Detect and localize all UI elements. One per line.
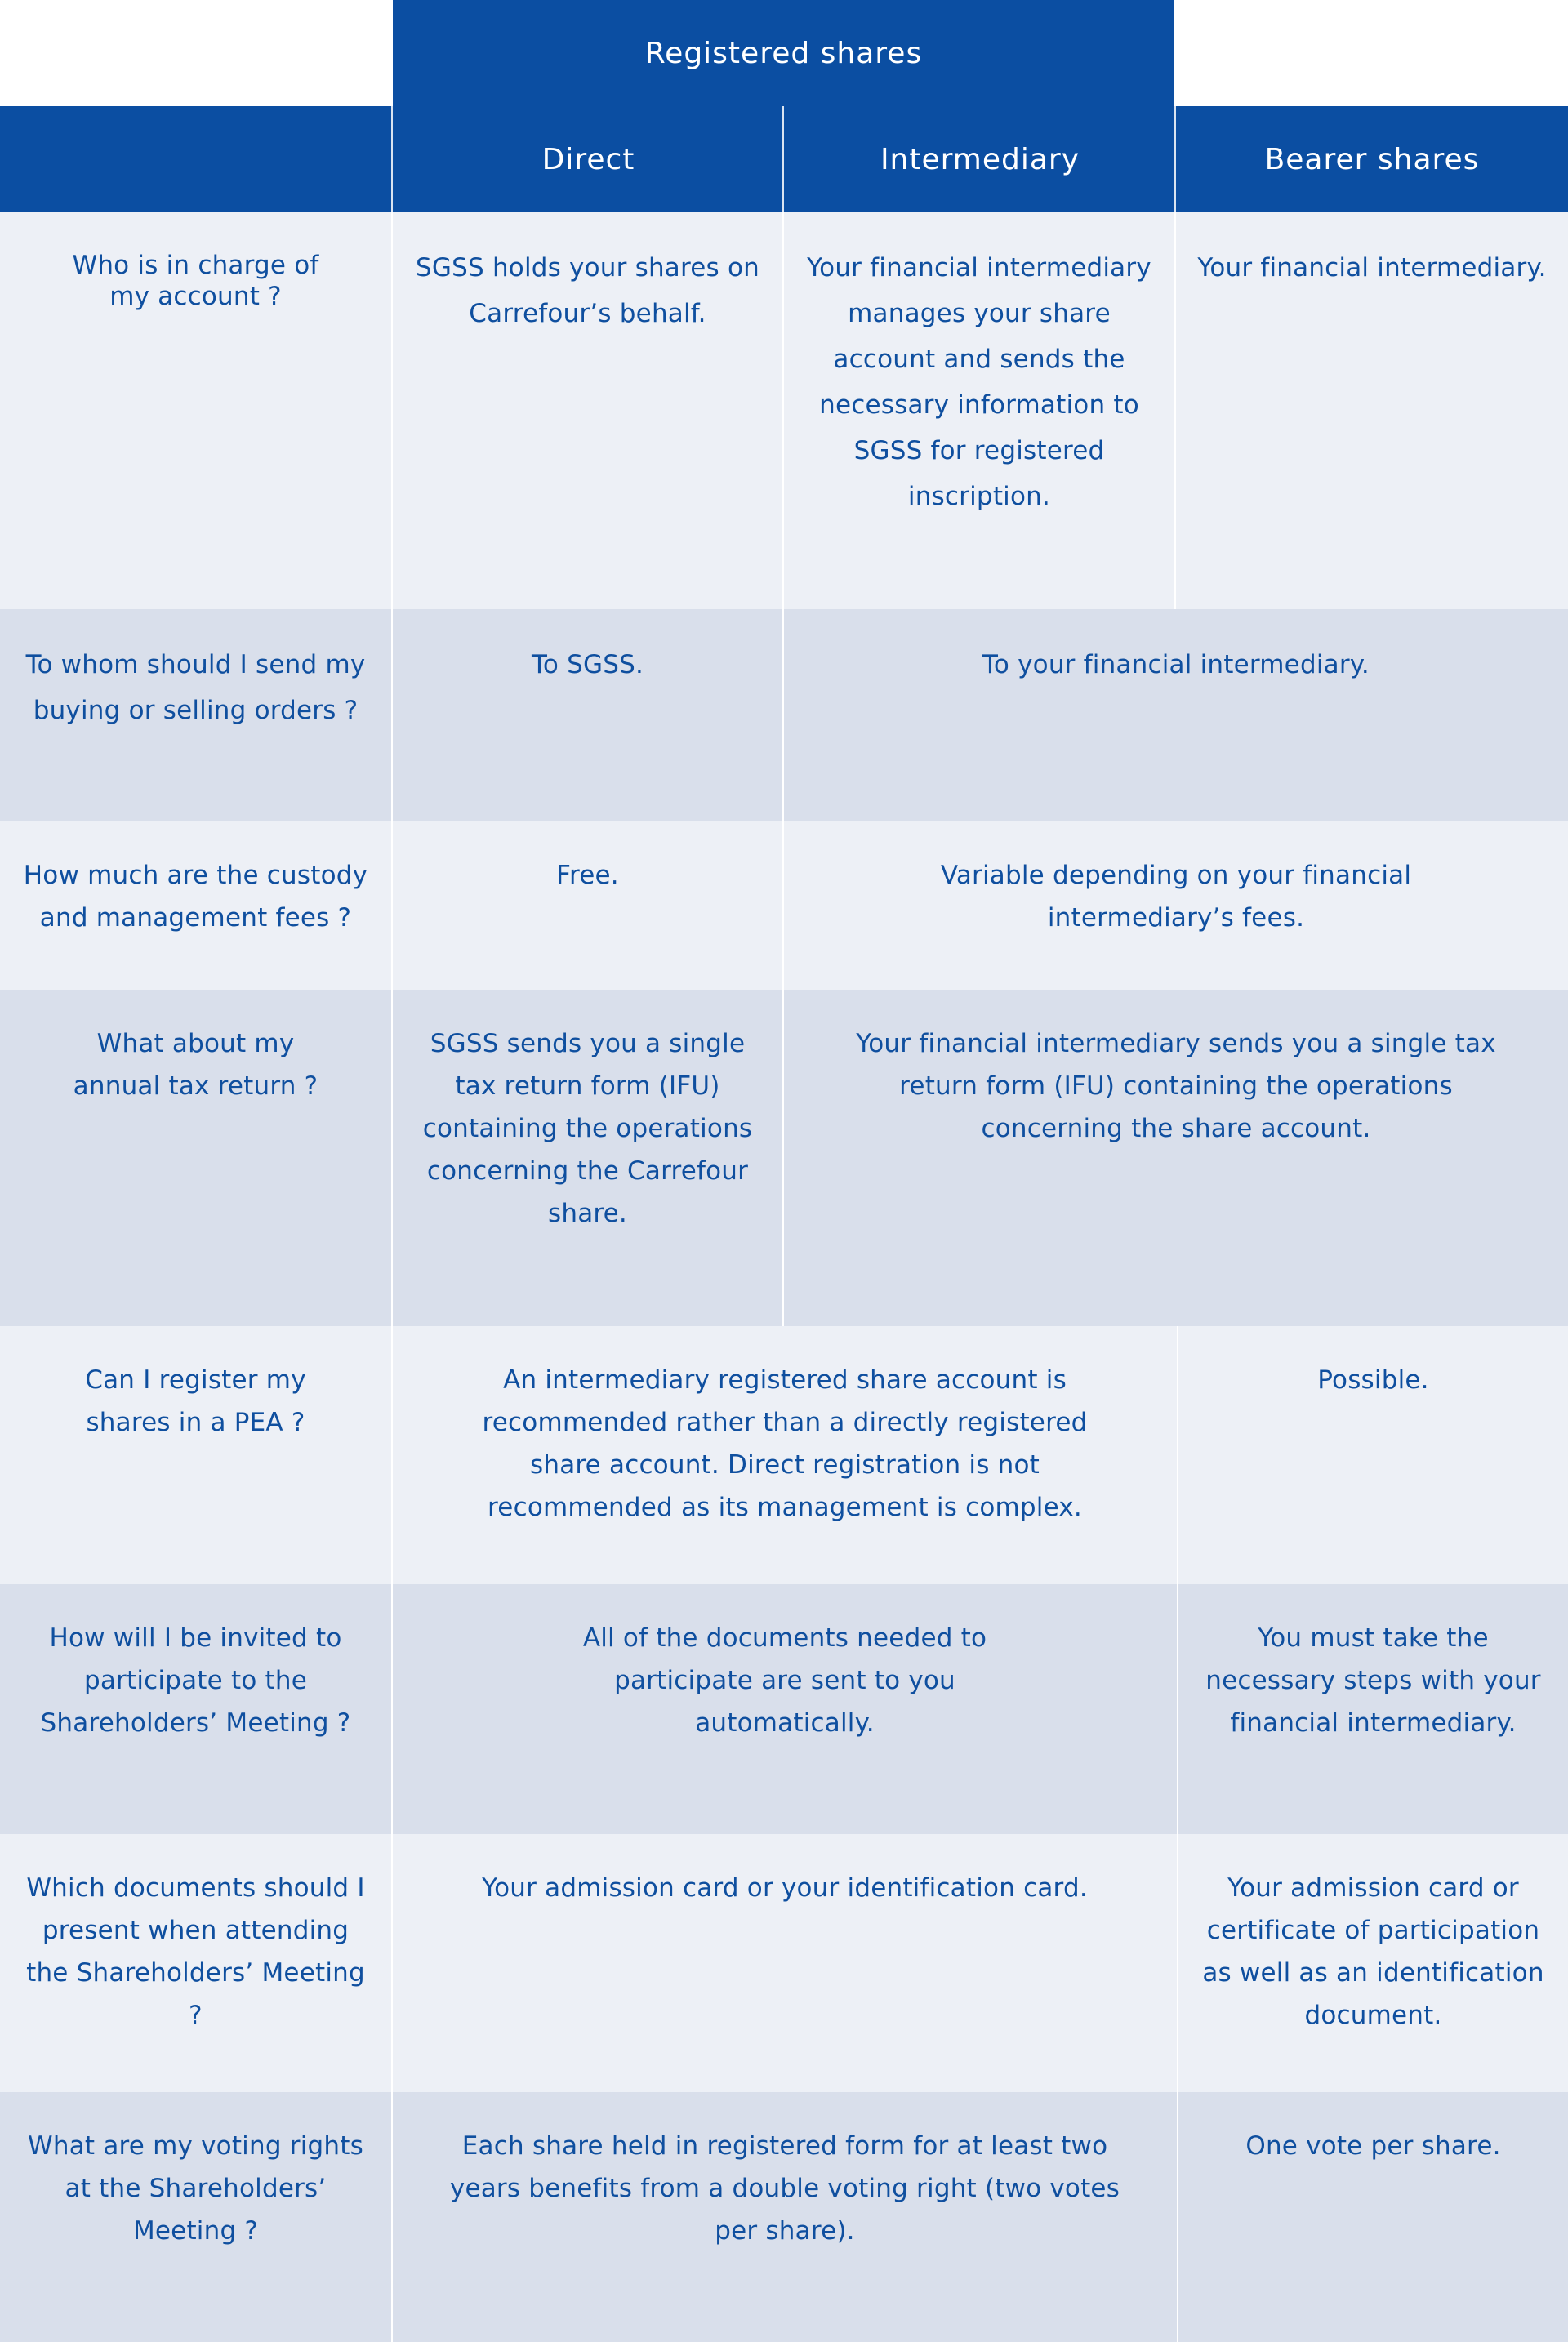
header-divider	[391, 106, 393, 212]
row5-registered	[393, 1326, 1177, 1584]
row3-question	[0, 821, 391, 990]
row6-question-text: How will I be invited to participate to the Shareholders’ Meeting ?	[40, 1623, 351, 1738]
row4-question	[0, 990, 391, 1326]
row8-bearer	[1178, 2092, 1568, 2342]
row1-question-text: Who is in charge of my account ?	[72, 251, 319, 311]
row8-bearer-text: One vote per share.	[1245, 2131, 1501, 2161]
row1-intermediary-text: Your financial intermediary manages your share account and sends the necessary information to SGSS for registered inscription.	[807, 253, 1152, 511]
row3-intermediary-bearer-text: Variable depending on your financial intermediary’s fees.	[940, 861, 1412, 933]
row1-question	[0, 212, 391, 609]
header-bearer-shares-label: Bearer shares	[1264, 142, 1480, 176]
row7-registered-text: Your admission card or your identification card.	[482, 1873, 1088, 1903]
row4-direct-text: SGSS sends you a single tax return form (IFU) containing the operations concerning the Carrefour share.	[422, 1029, 753, 1228]
row6-bearer-text: You must take the necessary steps with your financial intermediary.	[1205, 1623, 1541, 1738]
row3-question-text: How much are the custody and management fees ?	[23, 861, 368, 933]
row4-intermediary-bearer	[784, 990, 1568, 1326]
row5-question-text: Can I register my shares in a PEA ?	[85, 1365, 306, 1437]
row1-bearer	[1176, 212, 1568, 609]
row5-bearer-text: Possible.	[1317, 1365, 1429, 1395]
header-intermediary	[784, 106, 1176, 212]
header-divider	[782, 106, 784, 212]
row5-question	[0, 1326, 391, 1584]
row7-question	[0, 1834, 391, 2092]
row2-question	[0, 609, 391, 821]
row7-registered	[393, 1834, 1177, 2092]
row4-direct	[393, 990, 782, 1326]
header-registered-shares	[393, 0, 1174, 106]
row1-intermediary	[784, 212, 1174, 609]
row3-intermediary-bearer	[784, 821, 1568, 990]
row7-question-text: Which documents should I present when attending the Shareholders’ Meeting ?	[26, 1873, 365, 2030]
header-direct-label: Direct	[541, 142, 635, 176]
row3-direct	[393, 821, 782, 990]
row1-direct-text: SGSS holds your shares on Carrefour’s behalf.	[416, 253, 760, 328]
row2-question-text: To whom should I send my buying or selling orders ?	[25, 650, 366, 725]
row7-bearer-text: Your admission card or certificate of participation as well as an identification document.	[1202, 1873, 1544, 2030]
row6-registered	[393, 1584, 1177, 1834]
row8-registered	[393, 2092, 1177, 2342]
header-divider	[1174, 106, 1176, 212]
row3-direct-text: Free.	[556, 861, 619, 890]
row2-direct	[393, 609, 782, 821]
row6-question	[0, 1584, 391, 1834]
row8-registered-text: Each share held in registered form for at least two years benefits from a double voting right (two votes per share).	[449, 2131, 1120, 2246]
row5-bearer	[1178, 1326, 1568, 1584]
row8-question	[0, 2092, 391, 2342]
row4-question-text: What about my annual tax return ?	[73, 1029, 318, 1101]
header-empty-cell	[0, 106, 393, 212]
row4-intermediary-bearer-text: Your financial intermediary sends you a single tax return form (IFU) containing the operations concerning the share account.	[856, 1029, 1496, 1143]
row1-bearer-text: Your financial intermediary.	[1197, 253, 1547, 283]
header-direct	[393, 106, 784, 212]
row6-registered-text: All of the documents needed to participate are sent to you automatically.	[582, 1623, 987, 1738]
row5-registered-text: An intermediary registered share account is recommended rather than a directly registered share account. Direct registration is not recommended as its management is complex.	[482, 1365, 1088, 1522]
row8-question-text: What are my voting rights at the Shareholders’ Meeting ?	[28, 2131, 363, 2246]
header-registered-shares-label: Registered shares	[644, 36, 923, 70]
row7-bearer	[1178, 1834, 1568, 2092]
row2-intermediary-bearer	[784, 609, 1568, 821]
header-blank-top-right	[1174, 0, 1568, 106]
header-intermediary-label: Intermediary	[880, 142, 1080, 176]
row2-direct-text: To SGSS.	[532, 650, 644, 679]
row2-intermediary-bearer-text: To your financial intermediary.	[982, 650, 1370, 679]
row1-direct	[393, 212, 782, 609]
row6-bearer	[1178, 1584, 1568, 1834]
